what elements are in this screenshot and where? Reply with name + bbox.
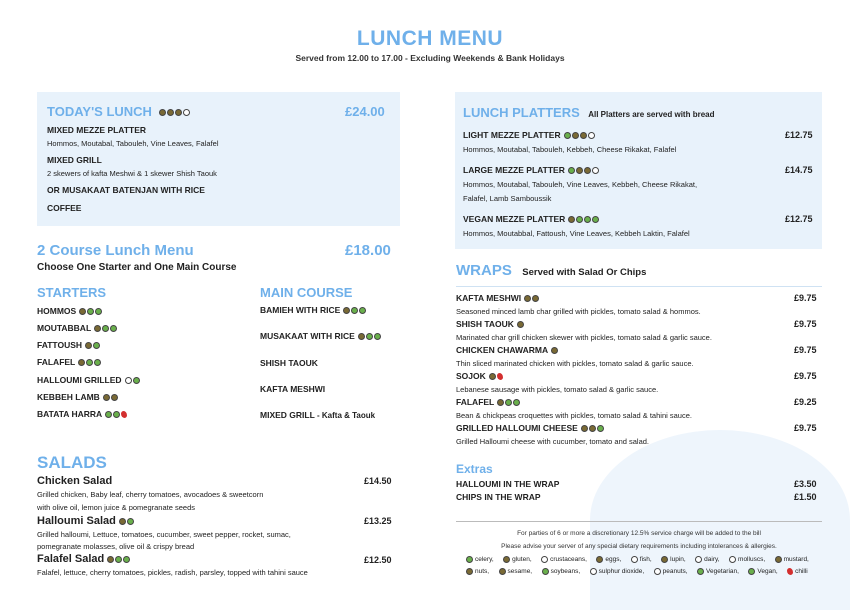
extra-name: HALLOUMI IN THE WRAP [456,479,560,489]
salad-price: £12.50 [364,555,392,565]
main-item: MIXED GRILL - Kafta & Taouk [260,410,376,420]
allergen-icons [159,109,190,116]
gluten-icon: gluten, [503,554,532,565]
salad-price: £14.50 [364,476,392,486]
crustaceans-icon: crustaceans, [541,554,587,565]
platter-desc: Hommos, Moutabal, Tabouleh, Kebbeh, Cheese Rikakat, Falafel [463,145,677,154]
platter-name: LIGHT MEZZE PLATTER [463,130,595,140]
salad-desc: Grilled chicken, Baby leaf, cherry tomatoes, avocadoes & sweetcorn [37,490,264,499]
molluscs-icon: molluscs, [729,554,765,565]
todays-item-name: MIXED MEZZE PLATTER [47,125,147,135]
wrap-price: £9.75 [794,319,817,329]
wrap-price: £9.75 [794,423,817,433]
wrap-desc: Grilled Halloumi cheese with cucumber, tomato and salad. [456,437,650,446]
page-subtitle: Served from 12.00 to 17.00 - Excluding Weekends & Bank Holidays [295,53,565,63]
sesame-icon: sesame, [499,566,533,577]
allergen-legend [466,553,822,577]
background-decoration [590,430,850,610]
wrap-name: SHISH TAOUK [456,319,524,329]
wrap-price: £9.75 [794,371,817,381]
main-item: BAMIEH WITH RICE [260,305,366,315]
starter-item: HOMMOS [37,306,102,316]
extra-price: £3.50 [794,479,817,489]
wrap-name: FALAFEL [456,397,520,407]
platter-desc: Hommos, Moutabbal, Fattoush, Vine Leaves, Kebbeh Laktin, Falafel [463,229,690,238]
todays-lunch-title: TODAY'S LUNCH [47,104,190,119]
todays-item-name: OR MUSAKAAT BATENJAN WITH RICE [47,185,205,195]
platter-name: LARGE MEZZE PLATTER [463,165,599,175]
main-course-title: MAIN COURSE [260,285,353,300]
todays-item-desc: 2 skewers of kafta Meshwi & 1 skewer Shish Taouk [47,169,217,178]
platter-price: £14.75 [785,165,813,175]
platters-title: LUNCH PLATTERS All Platters are served with bread [463,105,715,120]
page-title: LUNCH MENU [356,27,504,50]
wraps-divider [456,286,822,287]
vegan-icon: Vegan, [748,566,777,577]
eggs-icon: eggs, [596,554,621,565]
starter-item: BATATA HARRA [37,409,127,419]
extras-title: Extras [456,462,493,476]
wrap-price: £9.75 [794,345,817,355]
service-charge-note: For parties of 6 or more a discretionary 12.5% service charge will be added to the bill [517,530,761,537]
wrap-name: KAFTA MESHWI [456,293,539,303]
starter-item: FALAFEL [37,357,101,367]
wrap-name: GRILLED HALLOUMI CHEESE [456,423,604,433]
wrap-price: £9.75 [794,293,817,303]
main-item: KAFTA MESHWI [260,384,326,394]
platter-desc: Hommos, Moutabal, Tabouleh, Vine Leaves, Kebbeh, Cheese Rikakat, [463,180,698,189]
starter-item: MOUTABBAL [37,323,117,333]
nuts-icon: nuts, [466,566,489,577]
salad-desc: pomegranate molasses, olive oil & crispy bread [37,542,195,551]
wrap-name: CHICKEN CHAWARMA [456,345,558,355]
starter-item: KEBBEH LAMB [37,392,118,402]
mustard-icon: mustard, [775,554,809,565]
extra-name: CHIPS IN THE WRAP [456,492,541,502]
platter-price: £12.75 [785,214,813,224]
sulphur-dioxide-icon: sulphur dioxide, [590,566,645,577]
celery-icon: celery, [466,554,494,565]
footer-divider [456,521,822,522]
salad-desc: Falafel, lettuce, cherry tomatoes, pickles, radish, parsley, topped with tahini sauce [37,568,308,577]
lupin-icon: lupin, [661,554,686,565]
wrap-name: SOJOK [456,371,503,381]
todays-item-name: COFFEE [47,203,82,213]
extra-price: £1.50 [794,492,817,502]
salad-name: Halloumi Salad [37,515,134,527]
salad-name: Chicken Salad [37,475,113,487]
vegetarian-icon: Vegetarian, [697,566,739,577]
fish-icon: fish, [631,554,652,565]
starter-item: HALLOUMI GRILLED [37,375,140,385]
wrap-desc: Marinated char grill chicken skewer with pickles, tomato salad & garlic sauce. [456,333,712,342]
dietary-note: Please advise your server of any special dietary requirements including intolerances & allergies. [501,543,777,550]
salad-name: Falafel Salad [37,553,130,565]
todays-item-name: MIXED GRILL [47,155,102,165]
wrap-price: £9.25 [794,397,817,407]
wrap-desc: Bean & chickpeas croquettes with pickles, tomato salad & tahini sauce. [456,411,692,420]
platter-name: VEGAN MEZZE PLATTER [463,214,599,224]
starters-title: STARTERS [37,285,107,300]
todays-item-desc: Hommos, Moutabal, Tabouleh, Vine Leaves, Falafel [47,139,219,148]
platter-price: £12.75 [785,130,813,140]
soybeans-icon: soybeans, [542,566,581,577]
wraps-title: WRAPS Served with Salad Or Chips [456,262,647,279]
salad-price: £13.25 [364,516,392,526]
two-course-price: £18.00 [345,242,391,259]
platter-desc: Falafel, Lamb Samboussik [463,194,552,203]
starter-item: FATTOUSH [37,340,100,350]
todays-lunch-price: £24.00 [345,104,385,119]
wrap-desc: Thin sliced marinated chicken with pickles, tomato salad & garlic sauce. [456,359,694,368]
wrap-desc: Lebanese sausage with pickles, tomato salad & garlic sauce. [456,385,659,394]
salad-desc: Grilled halloumi, Lettuce, tomatoes, cucumber, sweet pepper, rocket, sumac, [37,530,291,539]
main-item: SHISH TAOUK [260,358,318,368]
dairy-icon: dairy, [695,554,719,565]
two-course-subtitle: Choose One Starter and One Main Course [37,262,237,273]
wrap-desc: Seasoned minced lamb char grilled with pickles, tomato salad & hommos. [456,307,701,316]
main-item: MUSAKAAT WITH RICE [260,331,381,341]
salad-desc: with olive oil, lemon juice & pomegranate seeds [37,503,196,512]
chilli-icon: chilli [787,566,808,577]
peanuts-icon: peanuts, [654,566,688,577]
salads-title: SALADS [37,453,107,472]
two-course-title: 2 Course Lunch Menu [37,242,194,259]
